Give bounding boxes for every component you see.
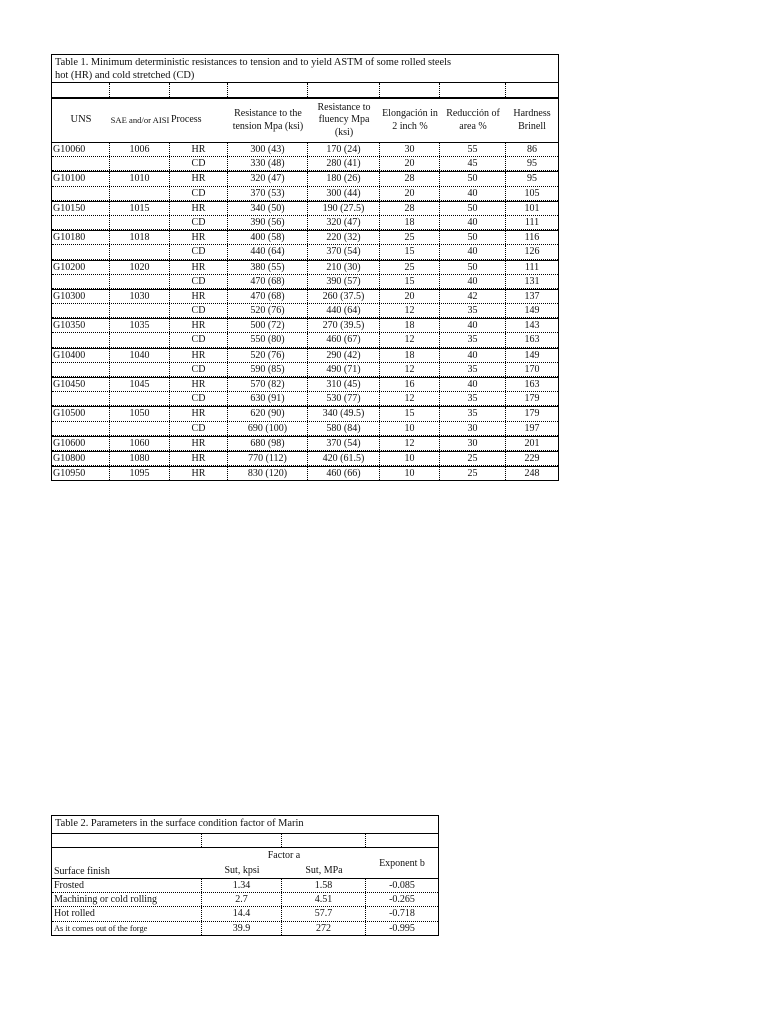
header-uns: UNS bbox=[70, 114, 92, 126]
cell-hardness: 131 bbox=[524, 275, 540, 287]
cell-fluency: 440 (64) bbox=[308, 304, 380, 317]
cell-uns: G10100 bbox=[52, 172, 110, 185]
header-elongation: Elongación in 2 inch % bbox=[382, 108, 438, 132]
cell-process: HR bbox=[170, 202, 228, 215]
cell-hardness: 111 bbox=[524, 261, 540, 273]
cell-uns: G10500 bbox=[52, 407, 110, 420]
cell-fluency: 340 (49.5) bbox=[308, 407, 380, 420]
cell-sae bbox=[110, 392, 170, 405]
table-row bbox=[52, 406, 558, 421]
cell-hardness: 86 bbox=[527, 144, 537, 155]
cell-process: HR bbox=[170, 261, 228, 274]
cell-sut-kpsi: 1.34 bbox=[202, 879, 282, 892]
cell-uns bbox=[52, 422, 110, 435]
table-2-spacer-row bbox=[52, 834, 438, 847]
cell-tension: 330 (48) bbox=[228, 157, 308, 170]
cell-uns: G10600 bbox=[52, 437, 110, 450]
cell-fluency: 370 (54) bbox=[308, 437, 380, 450]
cell-hardness: 179 bbox=[524, 408, 540, 420]
cell-tension: 340 (50) bbox=[228, 202, 308, 215]
cell-uns: G10300 bbox=[52, 290, 110, 303]
cell-uns: G10150 bbox=[52, 202, 110, 215]
table-row bbox=[52, 275, 558, 289]
cell-uns: G10060 bbox=[52, 143, 110, 156]
cell-sae bbox=[110, 333, 170, 346]
cell-reduction: 40 bbox=[440, 216, 506, 229]
cell-uns: G10450 bbox=[52, 378, 110, 391]
cell-tension: 320 (47) bbox=[228, 172, 308, 185]
cell-tension: 470 (68) bbox=[228, 290, 308, 303]
cell-sae: 1006 bbox=[110, 143, 170, 156]
cell-exponent-b: -0.718 bbox=[389, 908, 415, 920]
cell-sae: 1080 bbox=[110, 452, 170, 465]
header-reduction: Reducción of area % bbox=[446, 108, 500, 132]
cell-uns bbox=[52, 275, 110, 288]
cell-tension: 630 (91) bbox=[228, 392, 308, 405]
cell-fluency: 460 (67) bbox=[308, 333, 380, 346]
table-row bbox=[52, 245, 558, 259]
cell-process: HR bbox=[170, 378, 228, 391]
cell-sae: 1020 bbox=[110, 261, 170, 274]
cell-fluency: 270 (39.5) bbox=[308, 319, 380, 332]
cell-process: CD bbox=[170, 157, 228, 170]
cell-hardness: 95 bbox=[527, 158, 537, 170]
cell-elongation: 25 bbox=[380, 231, 440, 244]
cell-reduction: 40 bbox=[440, 187, 506, 200]
cell-sut-kpsi: 39.9 bbox=[202, 922, 282, 935]
cell-process: CD bbox=[170, 275, 228, 288]
cell-elongation: 18 bbox=[380, 319, 440, 332]
cell-elongation: 28 bbox=[380, 172, 440, 185]
cell-fluency: 580 (84) bbox=[308, 422, 380, 435]
cell-reduction: 50 bbox=[440, 261, 506, 274]
cell-tension: 830 (120) bbox=[228, 467, 308, 480]
cell-reduction: 45 bbox=[440, 157, 506, 170]
cell-tension: 440 (64) bbox=[228, 245, 308, 258]
cell-elongation: 25 bbox=[380, 261, 440, 274]
cell-exponent-b: -0.085 bbox=[389, 880, 415, 891]
cell-fluency: 370 (54) bbox=[308, 245, 380, 258]
cell-process: CD bbox=[170, 187, 228, 200]
table-2-header bbox=[52, 847, 438, 879]
cell-process: CD bbox=[170, 304, 228, 317]
table-1-caption-line-2: hot (HR) and cold stretched (CD) bbox=[55, 70, 195, 81]
table-1-spacer-row bbox=[52, 82, 558, 97]
cell-tension: 520 (76) bbox=[228, 349, 308, 362]
cell-elongation: 18 bbox=[380, 216, 440, 229]
cell-hardness: 163 bbox=[524, 379, 540, 390]
cell-reduction: 30 bbox=[440, 422, 506, 435]
cell-reduction: 35 bbox=[440, 392, 506, 405]
cell-elongation: 16 bbox=[380, 378, 440, 391]
cell-fluency: 220 (32) bbox=[308, 231, 380, 244]
table-1-header-row bbox=[52, 97, 558, 143]
cell-uns: G10200 bbox=[52, 261, 110, 274]
table-1-caption bbox=[52, 55, 558, 82]
cell-fluency: 260 (37.5) bbox=[308, 290, 380, 303]
table-2 bbox=[51, 815, 439, 936]
cell-tension: 570 (82) bbox=[228, 378, 308, 391]
cell-reduction: 50 bbox=[440, 231, 506, 244]
cell-elongation: 12 bbox=[380, 392, 440, 405]
cell-reduction: 50 bbox=[440, 202, 506, 215]
cell-reduction: 25 bbox=[440, 467, 506, 480]
cell-sut-mpa: 1.58 bbox=[282, 879, 366, 892]
cell-fluency: 310 (45) bbox=[308, 378, 380, 391]
cell-process: HR bbox=[170, 349, 228, 362]
cell-process: HR bbox=[170, 407, 228, 420]
table-row bbox=[52, 377, 558, 392]
cell-reduction: 42 bbox=[440, 290, 506, 303]
cell-sae bbox=[110, 304, 170, 317]
cell-elongation: 12 bbox=[380, 304, 440, 317]
table-row bbox=[52, 363, 558, 377]
cell-uns bbox=[52, 304, 110, 317]
cell-elongation: 12 bbox=[380, 363, 440, 376]
cell-reduction: 55 bbox=[440, 143, 506, 156]
table-row bbox=[52, 230, 558, 245]
cell-hardness: 163 bbox=[524, 334, 540, 346]
cell-reduction: 40 bbox=[440, 319, 506, 332]
cell-reduction: 40 bbox=[440, 275, 506, 288]
cell-elongation: 12 bbox=[380, 437, 440, 450]
cell-uns bbox=[52, 216, 110, 229]
table-2-body bbox=[52, 879, 438, 935]
header-hardness: Hardness Brinell bbox=[513, 108, 551, 132]
cell-exponent-b: -0.995 bbox=[389, 922, 415, 934]
cell-process: HR bbox=[170, 231, 228, 244]
cell-elongation: 10 bbox=[380, 452, 440, 465]
cell-reduction: 25 bbox=[440, 452, 506, 465]
cell-process: HR bbox=[170, 437, 228, 450]
cell-elongation: 20 bbox=[380, 187, 440, 200]
cell-uns: G10800 bbox=[52, 452, 110, 465]
cell-hardness: 170 bbox=[524, 363, 540, 375]
cell-fluency: 210 (30) bbox=[308, 261, 380, 274]
cell-uns bbox=[52, 392, 110, 405]
cell-sae: 1035 bbox=[110, 319, 170, 332]
cell-tension: 390 (56) bbox=[228, 216, 308, 229]
table-row bbox=[52, 143, 558, 157]
cell-sut-mpa: 57.7 bbox=[282, 907, 366, 920]
cell-hardness: 179 bbox=[524, 393, 540, 405]
cell-hardness: 143 bbox=[524, 320, 540, 332]
header-tension: Resistance to the tension Mpa (ksi) bbox=[232, 108, 304, 132]
cell-elongation: 18 bbox=[380, 349, 440, 362]
header-factor-a-group bbox=[202, 848, 366, 878]
cell-hardness: 95 bbox=[527, 173, 537, 185]
cell-process: HR bbox=[170, 143, 228, 156]
cell-uns bbox=[52, 245, 110, 258]
cell-process: HR bbox=[170, 452, 228, 465]
cell-tension: 500 (72) bbox=[228, 319, 308, 332]
table-row bbox=[52, 422, 558, 436]
cell-sae: 1060 bbox=[110, 437, 170, 450]
cell-fluency: 170 (24) bbox=[308, 143, 380, 156]
cell-sae bbox=[110, 422, 170, 435]
cell-sut-kpsi: 14.4 bbox=[202, 907, 282, 920]
cell-sae bbox=[110, 245, 170, 258]
cell-elongation: 20 bbox=[380, 290, 440, 303]
cell-process: CD bbox=[170, 422, 228, 435]
cell-elongation: 30 bbox=[380, 143, 440, 156]
cell-sae: 1018 bbox=[110, 231, 170, 244]
table-row bbox=[52, 392, 558, 406]
table-row bbox=[52, 466, 558, 480]
cell-hardness: 149 bbox=[524, 305, 540, 317]
cell-fluency: 180 (26) bbox=[308, 172, 380, 185]
cell-tension: 620 (90) bbox=[228, 407, 308, 420]
cell-fluency: 320 (47) bbox=[308, 216, 380, 229]
cell-elongation: 10 bbox=[380, 422, 440, 435]
cell-process: CD bbox=[170, 363, 228, 376]
cell-tension: 370 (53) bbox=[228, 187, 308, 200]
cell-process: HR bbox=[170, 172, 228, 185]
cell-sae bbox=[110, 363, 170, 376]
cell-tension: 590 (85) bbox=[228, 363, 308, 376]
cell-process: CD bbox=[170, 333, 228, 346]
cell-reduction: 50 bbox=[440, 172, 506, 185]
cell-uns bbox=[52, 187, 110, 200]
cell-surface-finish: Machining or cold rolling bbox=[52, 893, 202, 906]
cell-hardness: 126 bbox=[524, 246, 540, 258]
cell-fluency: 390 (57) bbox=[308, 275, 380, 288]
cell-hardness: 201 bbox=[524, 437, 540, 449]
cell-reduction: 35 bbox=[440, 363, 506, 376]
cell-tension: 470 (68) bbox=[228, 275, 308, 288]
cell-elongation: 28 bbox=[380, 202, 440, 215]
cell-hardness: 101 bbox=[524, 202, 540, 214]
cell-hardness: 149 bbox=[524, 349, 540, 361]
cell-tension: 380 (55) bbox=[228, 261, 308, 274]
cell-reduction: 35 bbox=[440, 407, 506, 420]
cell-hardness: 105 bbox=[524, 187, 540, 199]
cell-elongation: 15 bbox=[380, 245, 440, 258]
cell-reduction: 40 bbox=[440, 378, 506, 391]
header-surface-finish: Surface finish bbox=[54, 866, 110, 877]
table-row bbox=[52, 216, 558, 230]
cell-elongation: 12 bbox=[380, 333, 440, 346]
cell-tension: 770 (112) bbox=[228, 452, 308, 465]
table-row bbox=[52, 201, 558, 216]
cell-tension: 690 (100) bbox=[228, 422, 308, 435]
table-row bbox=[52, 260, 558, 275]
cell-fluency: 530 (77) bbox=[308, 392, 380, 405]
cell-uns bbox=[52, 333, 110, 346]
table-row bbox=[52, 318, 558, 333]
table-row bbox=[52, 893, 438, 907]
cell-elongation: 20 bbox=[380, 157, 440, 170]
cell-sae: 1040 bbox=[110, 349, 170, 362]
table-row bbox=[52, 436, 558, 451]
cell-reduction: 30 bbox=[440, 437, 506, 450]
table-row bbox=[52, 879, 438, 893]
cell-hardness: 137 bbox=[524, 290, 540, 302]
header-sut-kpsi: Sut, kpsi bbox=[224, 865, 260, 876]
cell-hardness: 111 bbox=[524, 216, 540, 228]
cell-fluency: 300 (44) bbox=[308, 187, 380, 200]
cell-elongation: 15 bbox=[380, 407, 440, 420]
table-row bbox=[52, 171, 558, 186]
header-factor-a: Factor a bbox=[267, 850, 301, 861]
cell-hardness: 229 bbox=[524, 452, 540, 464]
cell-uns: G10950 bbox=[52, 467, 110, 480]
cell-tension: 550 (80) bbox=[228, 333, 308, 346]
cell-hardness: 116 bbox=[524, 232, 540, 244]
cell-elongation: 10 bbox=[380, 467, 440, 480]
table-1-body bbox=[52, 143, 558, 480]
cell-fluency: 420 (61.5) bbox=[308, 452, 380, 465]
table-row bbox=[52, 451, 558, 466]
cell-uns bbox=[52, 157, 110, 170]
cell-process: HR bbox=[170, 467, 228, 480]
header-exponent-b: Exponent b bbox=[379, 857, 425, 869]
cell-uns: G10400 bbox=[52, 349, 110, 362]
cell-exponent-b: -0.265 bbox=[389, 894, 415, 906]
table-2-caption: Table 2. Parameters in the surface condition factor of Marin bbox=[52, 816, 438, 834]
cell-reduction: 35 bbox=[440, 304, 506, 317]
cell-fluency: 460 (66) bbox=[308, 467, 380, 480]
cell-sae bbox=[110, 216, 170, 229]
cell-elongation: 15 bbox=[380, 275, 440, 288]
cell-sae: 1010 bbox=[110, 172, 170, 185]
header-sae: SAE and/or AISI bbox=[110, 115, 170, 126]
cell-sut-mpa: 272 bbox=[282, 922, 366, 935]
table-row bbox=[52, 348, 558, 363]
cell-tension: 680 (98) bbox=[228, 437, 308, 450]
header-process: Process bbox=[171, 114, 202, 126]
cell-reduction: 40 bbox=[440, 245, 506, 258]
table-1-caption-line-1: Table 1. Minimum deterministic resistances to tension and to yield ASTM of some rolled steels bbox=[55, 57, 452, 68]
cell-hardness: 248 bbox=[524, 468, 540, 480]
cell-sae: 1050 bbox=[110, 407, 170, 420]
cell-surface-finish: Frosted bbox=[52, 879, 202, 892]
cell-tension: 520 (76) bbox=[228, 304, 308, 317]
cell-fluency: 280 (41) bbox=[308, 157, 380, 170]
cell-sae bbox=[110, 157, 170, 170]
table-row bbox=[52, 304, 558, 318]
table-row bbox=[52, 922, 438, 935]
cell-surface-finish: Hot rolled bbox=[52, 907, 202, 920]
cell-reduction: 35 bbox=[440, 333, 506, 346]
cell-process: HR bbox=[170, 290, 228, 303]
cell-process: CD bbox=[170, 245, 228, 258]
cell-uns: G10180 bbox=[52, 231, 110, 244]
table-row bbox=[52, 187, 558, 201]
cell-process: CD bbox=[170, 392, 228, 405]
header-fluency: Resistance to fluency Mpa (ksi) bbox=[317, 101, 371, 138]
table-row bbox=[52, 289, 558, 304]
cell-sae: 1045 bbox=[110, 378, 170, 391]
cell-hardness: 197 bbox=[524, 422, 540, 434]
cell-tension: 300 (43) bbox=[228, 143, 308, 156]
cell-reduction: 40 bbox=[440, 349, 506, 362]
cell-uns: G10350 bbox=[52, 319, 110, 332]
cell-process: HR bbox=[170, 319, 228, 332]
table-row bbox=[52, 907, 438, 921]
cell-sae: 1015 bbox=[110, 202, 170, 215]
cell-process: CD bbox=[170, 216, 228, 229]
cell-fluency: 290 (42) bbox=[308, 349, 380, 362]
cell-tension: 400 (58) bbox=[228, 231, 308, 244]
table-1 bbox=[51, 54, 559, 481]
table-row bbox=[52, 157, 558, 171]
cell-surface-finish: As it comes out of the forge bbox=[52, 922, 202, 935]
cell-sae bbox=[110, 275, 170, 288]
cell-fluency: 490 (71) bbox=[308, 363, 380, 376]
cell-sae: 1095 bbox=[110, 467, 170, 480]
cell-fluency: 190 (27.5) bbox=[308, 202, 380, 215]
header-sut-mpa: Sut, MPa bbox=[305, 865, 343, 876]
cell-uns bbox=[52, 363, 110, 376]
cell-sut-mpa: 4.51 bbox=[282, 893, 366, 906]
table-row bbox=[52, 333, 558, 347]
cell-sae: 1030 bbox=[110, 290, 170, 303]
cell-sut-kpsi: 2.7 bbox=[202, 893, 282, 906]
cell-sae bbox=[110, 187, 170, 200]
